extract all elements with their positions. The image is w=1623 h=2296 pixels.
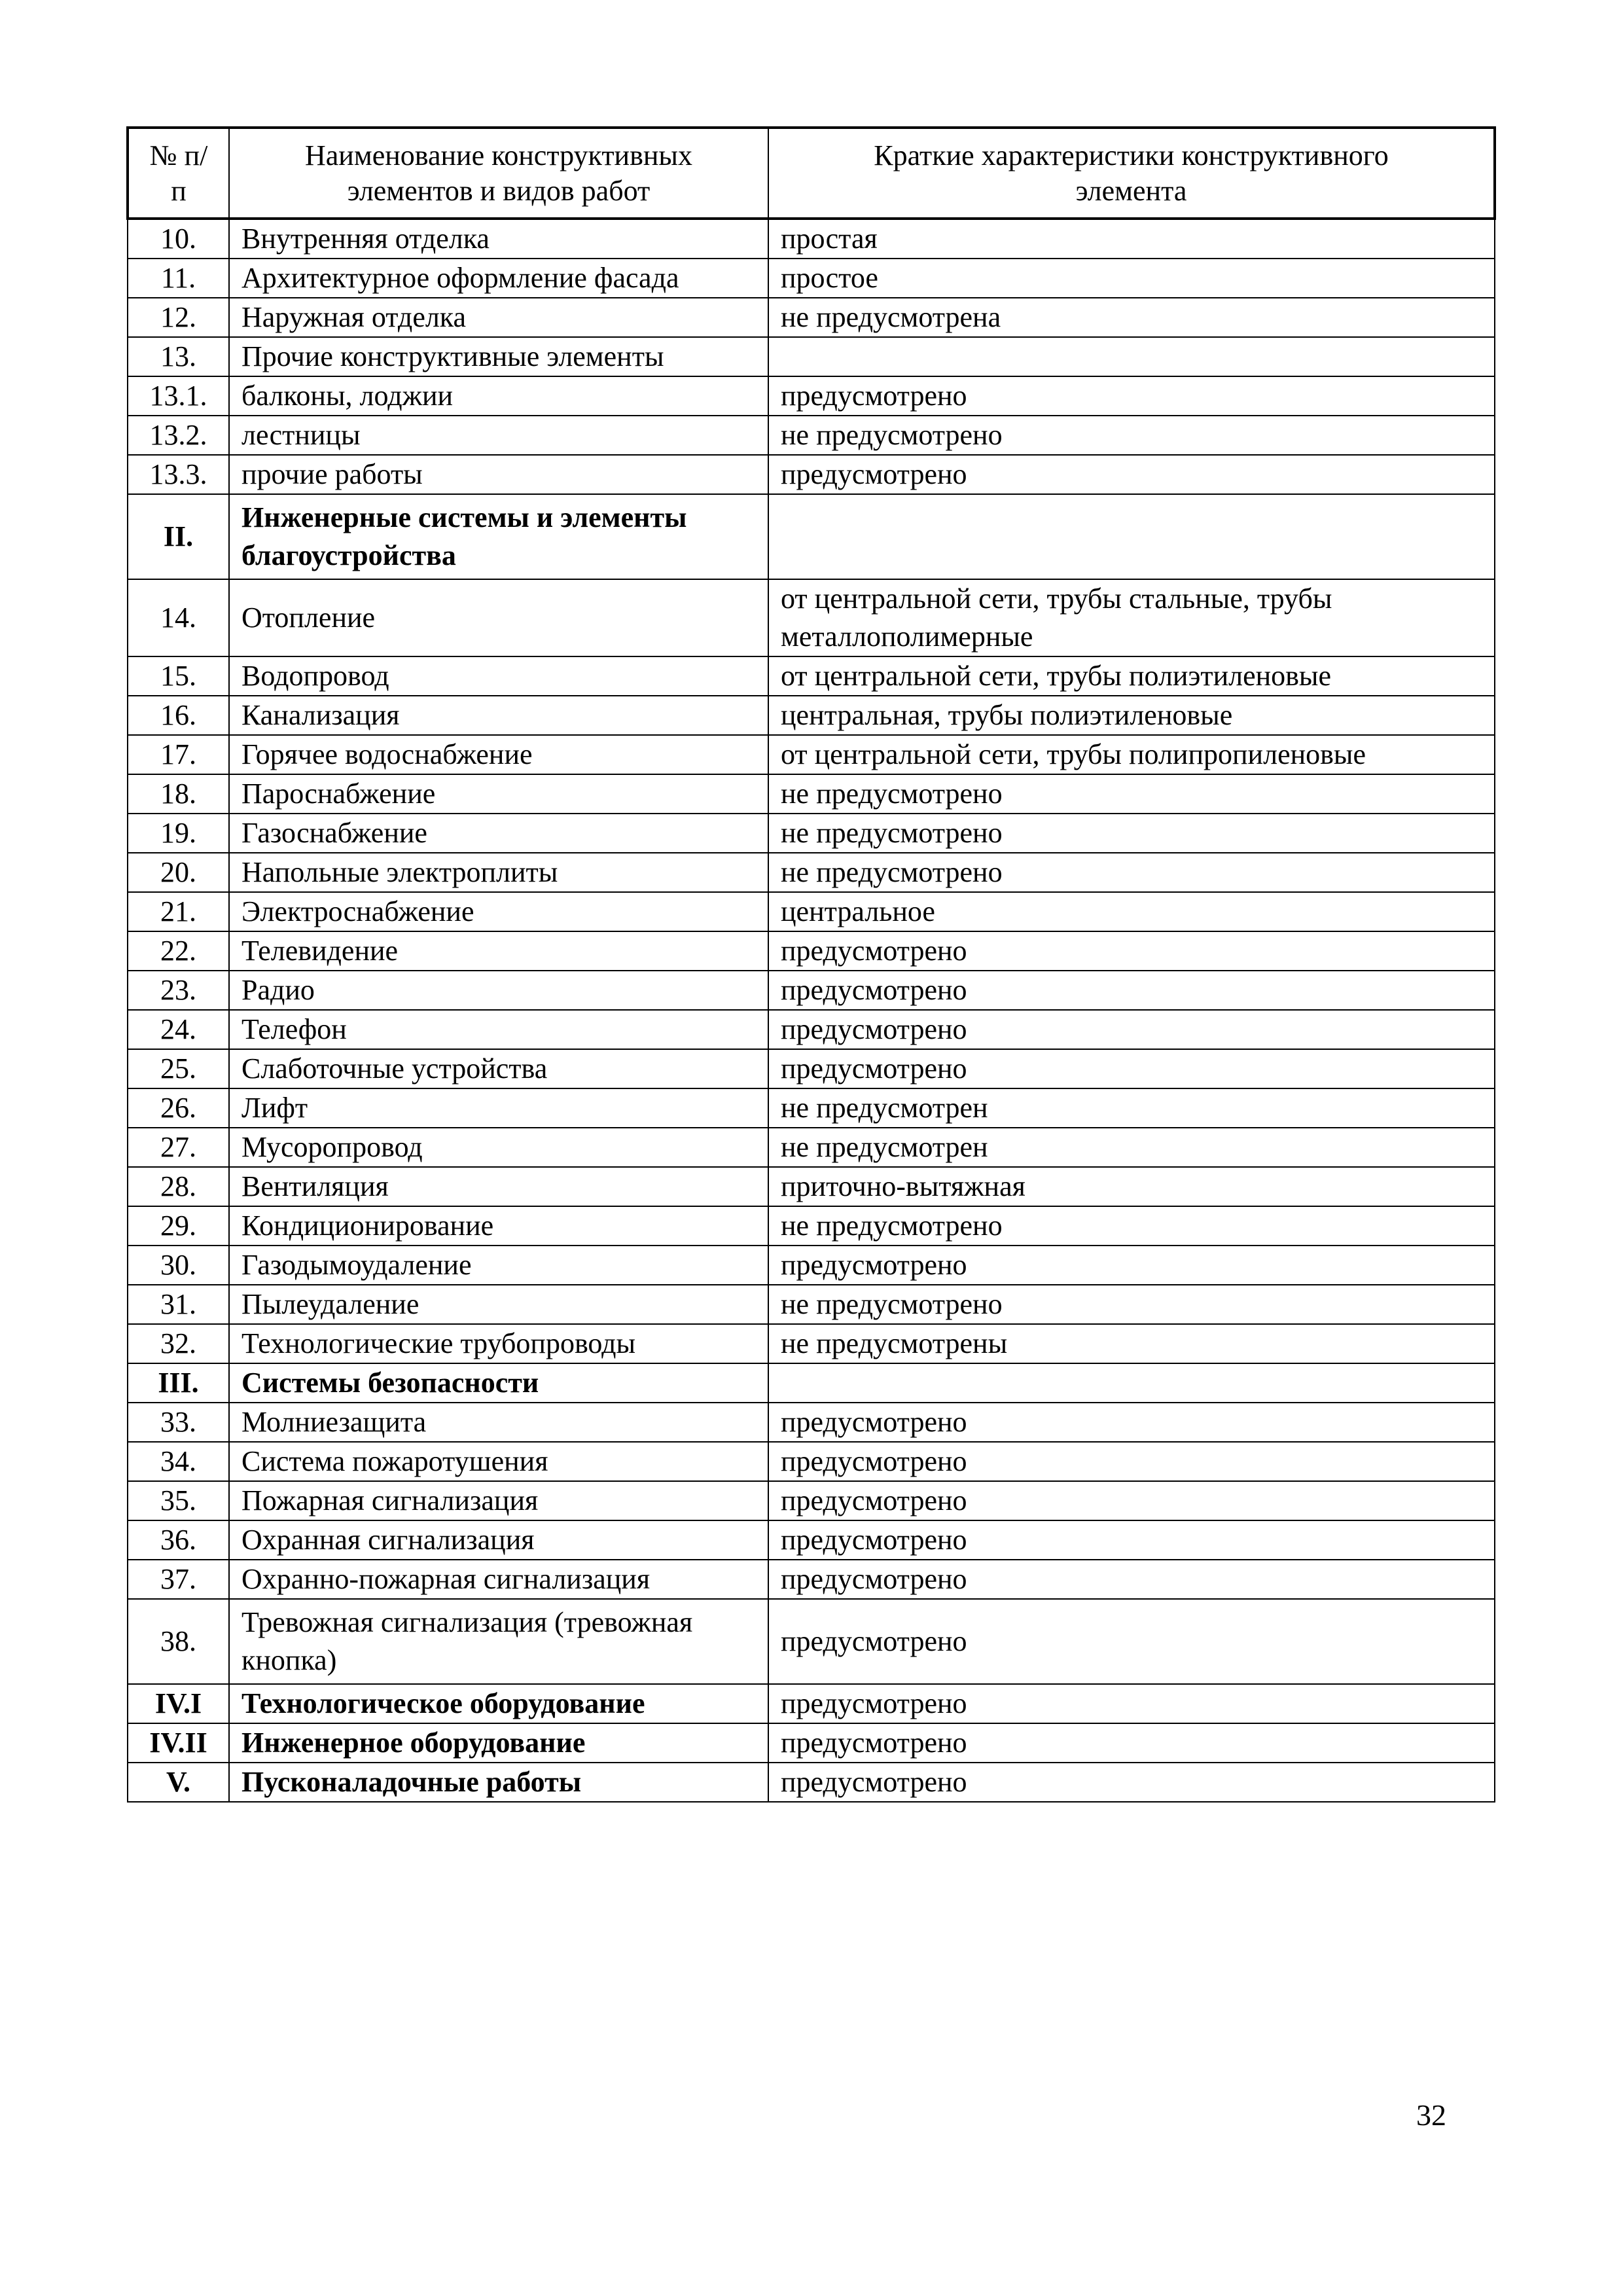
section-title: Системы безопасности xyxy=(229,1363,768,1403)
table-row xyxy=(128,1324,1495,1363)
table-row xyxy=(128,376,1495,416)
table-row xyxy=(128,774,1495,814)
row-description: не предусмотрено xyxy=(768,774,1495,814)
row-description: предусмотрено xyxy=(768,1010,1495,1049)
row-number: 19. xyxy=(128,814,229,853)
row-number: 24. xyxy=(128,1010,229,1049)
table-row xyxy=(128,971,1495,1010)
row-description: предусмотрено xyxy=(768,971,1495,1010)
page-number: 32 xyxy=(1416,2098,1446,2132)
row-number: 28. xyxy=(128,1167,229,1206)
row-description: приточно-вытяжная xyxy=(768,1167,1495,1206)
row-name: лестницы xyxy=(229,416,768,455)
row-number: 15. xyxy=(128,656,229,696)
table-row xyxy=(128,853,1495,892)
row-description: не предусмотрена xyxy=(768,298,1495,337)
row-number: 14. xyxy=(128,579,229,656)
row-name: Телефон xyxy=(229,1010,768,1049)
table-row xyxy=(128,931,1495,971)
row-name: Мусоропровод xyxy=(229,1128,768,1167)
row-number: 30. xyxy=(128,1246,229,1285)
table-row xyxy=(128,259,1495,298)
row-description: не предусмотрено xyxy=(768,814,1495,853)
row-description: предусмотрено xyxy=(768,1599,1495,1684)
row-description: предусмотрено xyxy=(768,1763,1495,1802)
header-num: № п/п xyxy=(128,128,229,219)
table-row xyxy=(128,1560,1495,1599)
row-name: Лифт xyxy=(229,1088,768,1128)
row-description: предусмотрено xyxy=(768,1442,1495,1481)
section-row xyxy=(128,1723,1495,1763)
row-description xyxy=(768,1363,1495,1403)
row-number: 11. xyxy=(128,259,229,298)
table-row xyxy=(128,1206,1495,1246)
row-name: Газодымоудаление xyxy=(229,1246,768,1285)
table-row xyxy=(128,219,1495,259)
table-row xyxy=(128,1167,1495,1206)
table-row xyxy=(128,337,1495,376)
row-name: Прочие конструктивные элементы xyxy=(229,337,768,376)
row-name: Охранно-пожарная сигнализация xyxy=(229,1560,768,1599)
row-number: 12. xyxy=(128,298,229,337)
section-row xyxy=(128,1363,1495,1403)
row-name: Внутренняя отделка xyxy=(229,219,768,259)
row-number: 29. xyxy=(128,1206,229,1246)
row-description: предусмотрено xyxy=(768,1481,1495,1520)
table-row xyxy=(128,1403,1495,1442)
row-name: Канализация xyxy=(229,696,768,735)
section-number: V. xyxy=(128,1763,229,1802)
row-number: 37. xyxy=(128,1560,229,1599)
row-name: Система пожаротушения xyxy=(229,1442,768,1481)
table-row xyxy=(128,696,1495,735)
row-name: Радио xyxy=(229,971,768,1010)
section-number: II. xyxy=(128,494,229,579)
construction-elements-table xyxy=(126,126,1496,1803)
row-number: 18. xyxy=(128,774,229,814)
header-desc: Краткие характеристики конструктивного элемента xyxy=(768,128,1495,219)
row-name: Пожарная сигнализация xyxy=(229,1481,768,1520)
table-row xyxy=(128,579,1495,656)
row-name: Охранная сигнализация xyxy=(229,1520,768,1560)
row-description: не предусмотрены xyxy=(768,1324,1495,1363)
row-number: 35. xyxy=(128,1481,229,1520)
row-number: 13.1. xyxy=(128,376,229,416)
section-title: Инженерное оборудование xyxy=(229,1723,768,1763)
row-description xyxy=(768,494,1495,579)
section-title: Технологическое оборудование xyxy=(229,1684,768,1723)
row-name: Наружная отделка xyxy=(229,298,768,337)
row-description: не предусмотрено xyxy=(768,416,1495,455)
row-name: балконы, лоджии xyxy=(229,376,768,416)
row-number: 26. xyxy=(128,1088,229,1128)
row-name: Архитектурное оформление фасада xyxy=(229,259,768,298)
row-description: не предусмотрен xyxy=(768,1088,1495,1128)
row-description: не предусмотрен xyxy=(768,1128,1495,1167)
row-description: предусмотрено xyxy=(768,1520,1495,1560)
row-description: простое xyxy=(768,259,1495,298)
row-number: 13.2. xyxy=(128,416,229,455)
table-row xyxy=(128,1088,1495,1128)
row-number: 27. xyxy=(128,1128,229,1167)
row-description: предусмотрено xyxy=(768,1049,1495,1088)
row-number: 21. xyxy=(128,892,229,931)
row-description: центральное xyxy=(768,892,1495,931)
row-description: предусмотрено xyxy=(768,1246,1495,1285)
row-number: 10. xyxy=(128,219,229,259)
table-row xyxy=(128,814,1495,853)
row-description: предусмотрено xyxy=(768,931,1495,971)
row-description: от центральной сети, трубы полиэтиленовые xyxy=(768,656,1495,696)
row-description: предусмотрено xyxy=(768,1560,1495,1599)
section-number: IV.I xyxy=(128,1684,229,1723)
table-row xyxy=(128,1285,1495,1324)
row-number: 20. xyxy=(128,853,229,892)
section-row xyxy=(128,1684,1495,1723)
row-name: Слаботочные устройства xyxy=(229,1049,768,1088)
row-description: не предусмотрено xyxy=(768,1206,1495,1246)
row-name: Тревожная сигнализация (тревожная кнопка) xyxy=(229,1599,768,1684)
row-name: Пылеудаление xyxy=(229,1285,768,1324)
row-number: 31. xyxy=(128,1285,229,1324)
row-description: не предусмотрено xyxy=(768,853,1495,892)
section-row xyxy=(128,494,1495,579)
row-description: предусмотрено xyxy=(768,455,1495,494)
row-number: 33. xyxy=(128,1403,229,1442)
row-name: Напольные электроплиты xyxy=(229,853,768,892)
row-description: предусмотрено xyxy=(768,1723,1495,1763)
table-row xyxy=(128,298,1495,337)
row-description: предусмотрено xyxy=(768,1403,1495,1442)
table-row xyxy=(128,1599,1495,1684)
row-number: 13.3. xyxy=(128,455,229,494)
row-description: от центральной сети, трубы стальные, трубы металлополимерные xyxy=(768,579,1495,656)
table-row xyxy=(128,1246,1495,1285)
row-name: Технологические трубопроводы xyxy=(229,1324,768,1363)
header-name: Наименование конструктивных элементов и видов работ xyxy=(229,128,768,219)
table-row xyxy=(128,656,1495,696)
row-number: 16. xyxy=(128,696,229,735)
table-row xyxy=(128,1520,1495,1560)
table-row xyxy=(128,416,1495,455)
row-name: Кондиционирование xyxy=(229,1206,768,1246)
table-row xyxy=(128,735,1495,774)
table-row xyxy=(128,1049,1495,1088)
section-number: IV.II xyxy=(128,1723,229,1763)
table-header-row xyxy=(128,128,1495,219)
row-name: Водопровод xyxy=(229,656,768,696)
row-name: Пароснабжение xyxy=(229,774,768,814)
row-name: Телевидение xyxy=(229,931,768,971)
section-title: Инженерные системы и элементы благоустройства xyxy=(229,494,768,579)
row-number: 25. xyxy=(128,1049,229,1088)
row-description xyxy=(768,337,1495,376)
table-row xyxy=(128,1128,1495,1167)
section-title: Пусконаладочные работы xyxy=(229,1763,768,1802)
row-description: не предусмотрено xyxy=(768,1285,1495,1324)
row-description: простая xyxy=(768,219,1495,259)
row-number: 34. xyxy=(128,1442,229,1481)
row-name: Отопление xyxy=(229,579,768,656)
row-description: центральная, трубы полиэтиленовые xyxy=(768,696,1495,735)
row-description: предусмотрено xyxy=(768,376,1495,416)
row-number: 22. xyxy=(128,931,229,971)
row-number: 13. xyxy=(128,337,229,376)
row-name: Газоснабжение xyxy=(229,814,768,853)
row-number: 17. xyxy=(128,735,229,774)
table-row xyxy=(128,1442,1495,1481)
row-name: Горячее водоснабжение xyxy=(229,735,768,774)
row-name: Молниезащита xyxy=(229,1403,768,1442)
row-number: 23. xyxy=(128,971,229,1010)
section-row xyxy=(128,1763,1495,1802)
table-row xyxy=(128,892,1495,931)
row-description: от центральной сети, трубы полипропиленовые xyxy=(768,735,1495,774)
row-number: 32. xyxy=(128,1324,229,1363)
row-name: Электроснабжение xyxy=(229,892,768,931)
table-row xyxy=(128,1481,1495,1520)
row-number: 38. xyxy=(128,1599,229,1684)
row-name: прочие работы xyxy=(229,455,768,494)
row-number: 36. xyxy=(128,1520,229,1560)
row-name: Вентиляция xyxy=(229,1167,768,1206)
table-row xyxy=(128,455,1495,494)
section-number: III. xyxy=(128,1363,229,1403)
table-row xyxy=(128,1010,1495,1049)
row-description: предусмотрено xyxy=(768,1684,1495,1723)
